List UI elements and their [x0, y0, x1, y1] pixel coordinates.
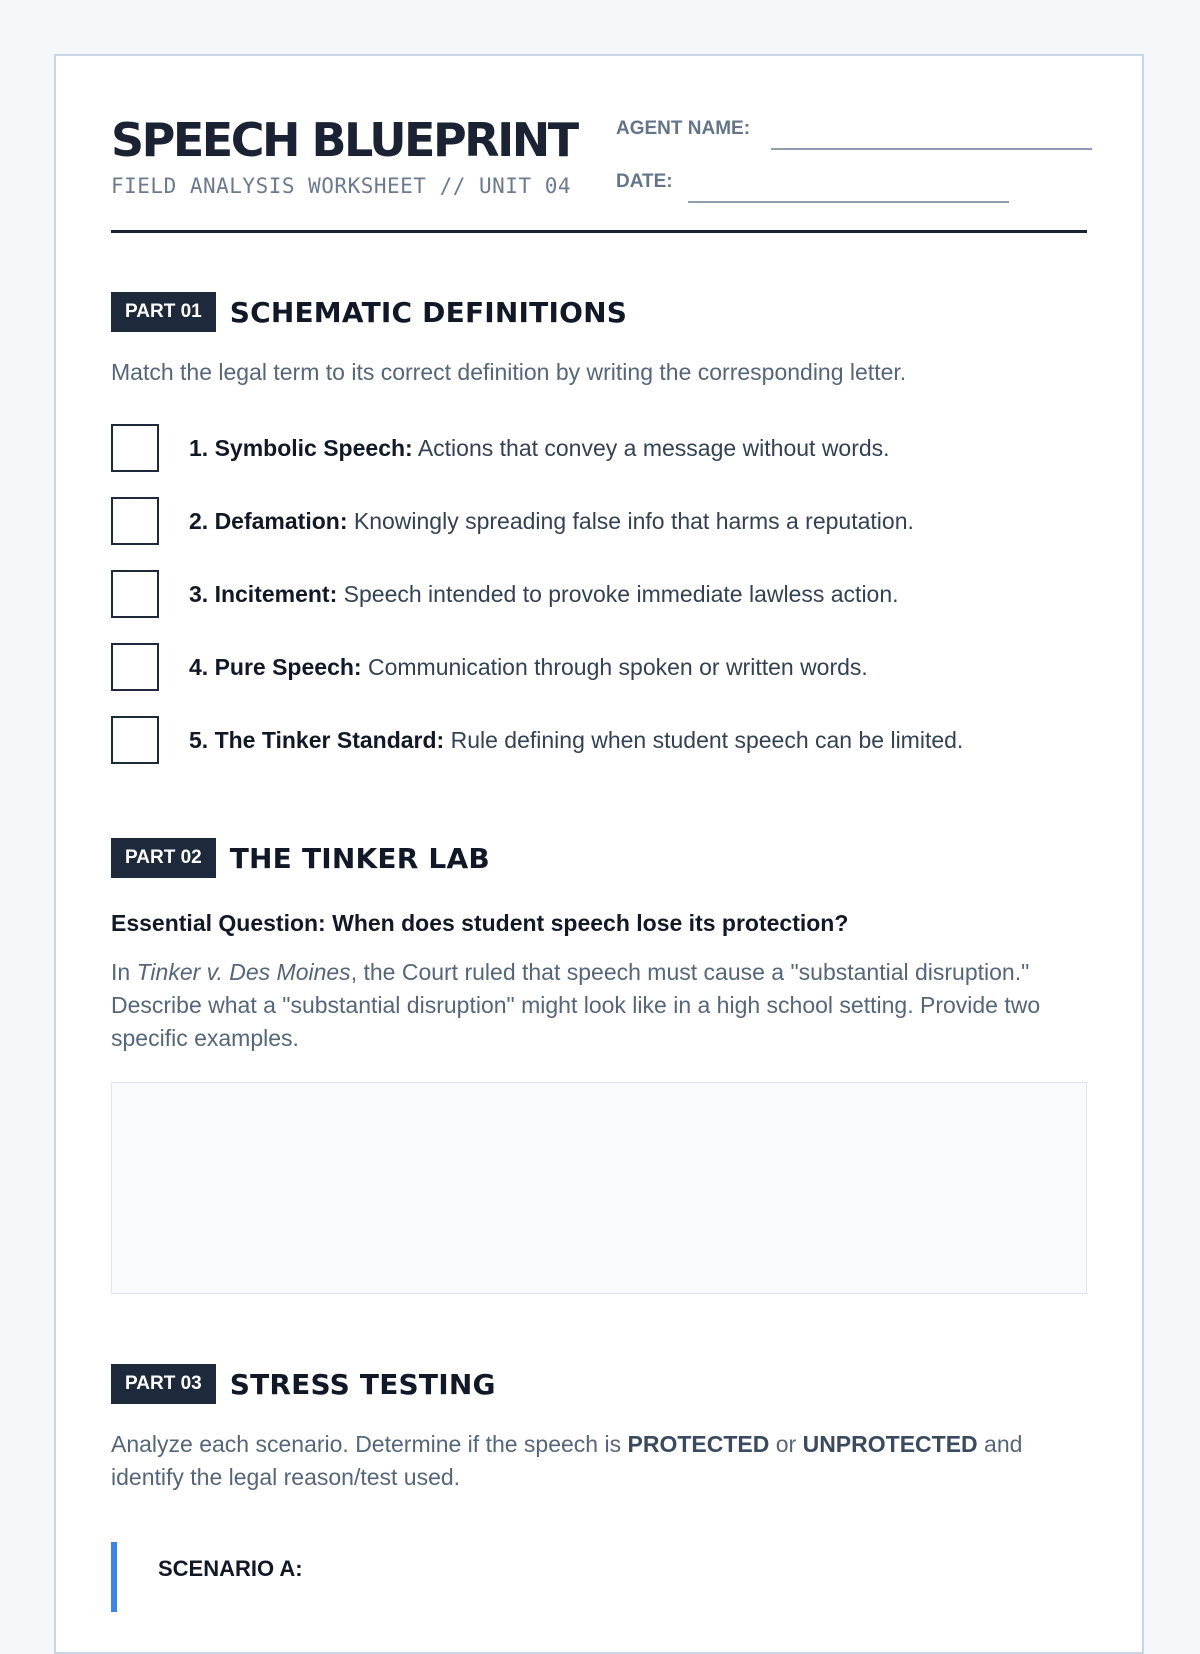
- page-title: SPEECH BLUEPRINT: [111, 113, 577, 167]
- agent-name-field[interactable]: [771, 148, 1092, 150]
- answer-box-4[interactable]: [111, 643, 159, 691]
- term-label: 5. The Tinker Standard:: [189, 726, 445, 753]
- term-label: 2. Defamation:: [189, 507, 348, 534]
- part-02-badge: PART 02: [111, 838, 216, 878]
- part-03-heading: [111, 1364, 496, 1404]
- term-definition: Rule defining when student speech can be limited.: [450, 726, 964, 753]
- match-row: [111, 568, 899, 620]
- date-field[interactable]: [688, 201, 1009, 203]
- agent-name-label: AGENT NAME:: [616, 118, 751, 139]
- part-03-title: STRESS TESTING: [229, 1367, 496, 1401]
- term-definition: Speech intended to provoke immediate lawless action.: [343, 580, 899, 607]
- part-03-badge: PART 03: [111, 1364, 216, 1404]
- answer-box-2[interactable]: [111, 497, 159, 545]
- term-definition: Communication through spoken or written words.: [367, 653, 868, 680]
- part-01-instructions: Match the legal term to its correct definition by writing the corresponding letter.: [111, 359, 907, 385]
- protected-keyword: PROTECTED: [627, 1431, 770, 1457]
- header-divider: [111, 230, 1087, 233]
- part-02-title: THE TINKER LAB: [229, 841, 490, 875]
- answer-box-1[interactable]: [111, 424, 159, 472]
- match-row: [111, 714, 963, 766]
- match-row: [111, 495, 914, 547]
- term-label: 1. Symbolic Speech:: [189, 434, 413, 461]
- unprotected-keyword: UNPROTECTED: [802, 1431, 978, 1457]
- match-row: [111, 641, 868, 693]
- part-01-heading: [111, 292, 627, 332]
- page-subtitle: FIELD ANALYSIS WORKSHEET // UNIT 04: [111, 174, 572, 198]
- case-name: Tinker v. Des Moines: [136, 959, 351, 985]
- worksheet-page: [54, 54, 1144, 1654]
- response-textarea[interactable]: [111, 1082, 1087, 1294]
- term-label: 3. Incitement:: [189, 580, 338, 607]
- part-02-heading: [111, 838, 490, 878]
- part-03-instructions: Analyze each scenario. Determine if the speech is PROTECTED or UNPROTECTED and identify the legal reason/test used.: [111, 1431, 1023, 1490]
- date-label: DATE:: [616, 171, 673, 192]
- scenario-a-label: SCENARIO A:: [158, 1556, 303, 1581]
- term-definition: Knowingly spreading false info that harms a reputation.: [353, 507, 914, 534]
- match-row: [111, 422, 890, 474]
- part-02-prompt: In Tinker v. Des Moines, the Court ruled that speech must cause a "substantial disruption." Describe what a "substantial disruption" might look like in a high school setting. Provide two specific examples.: [111, 959, 1041, 1051]
- answer-box-3[interactable]: [111, 570, 159, 618]
- essential-question: Essential Question: When does student speech lose its protection?: [111, 910, 849, 936]
- part-01-title: SCHEMATIC DEFINITIONS: [229, 295, 628, 329]
- answer-box-5[interactable]: [111, 716, 159, 764]
- scenario-a-card: [111, 1542, 1087, 1612]
- part-01-badge: PART 01: [111, 292, 216, 332]
- term-definition: Actions that convey a message without words.: [417, 434, 890, 461]
- term-label: 4. Pure Speech:: [189, 653, 362, 680]
